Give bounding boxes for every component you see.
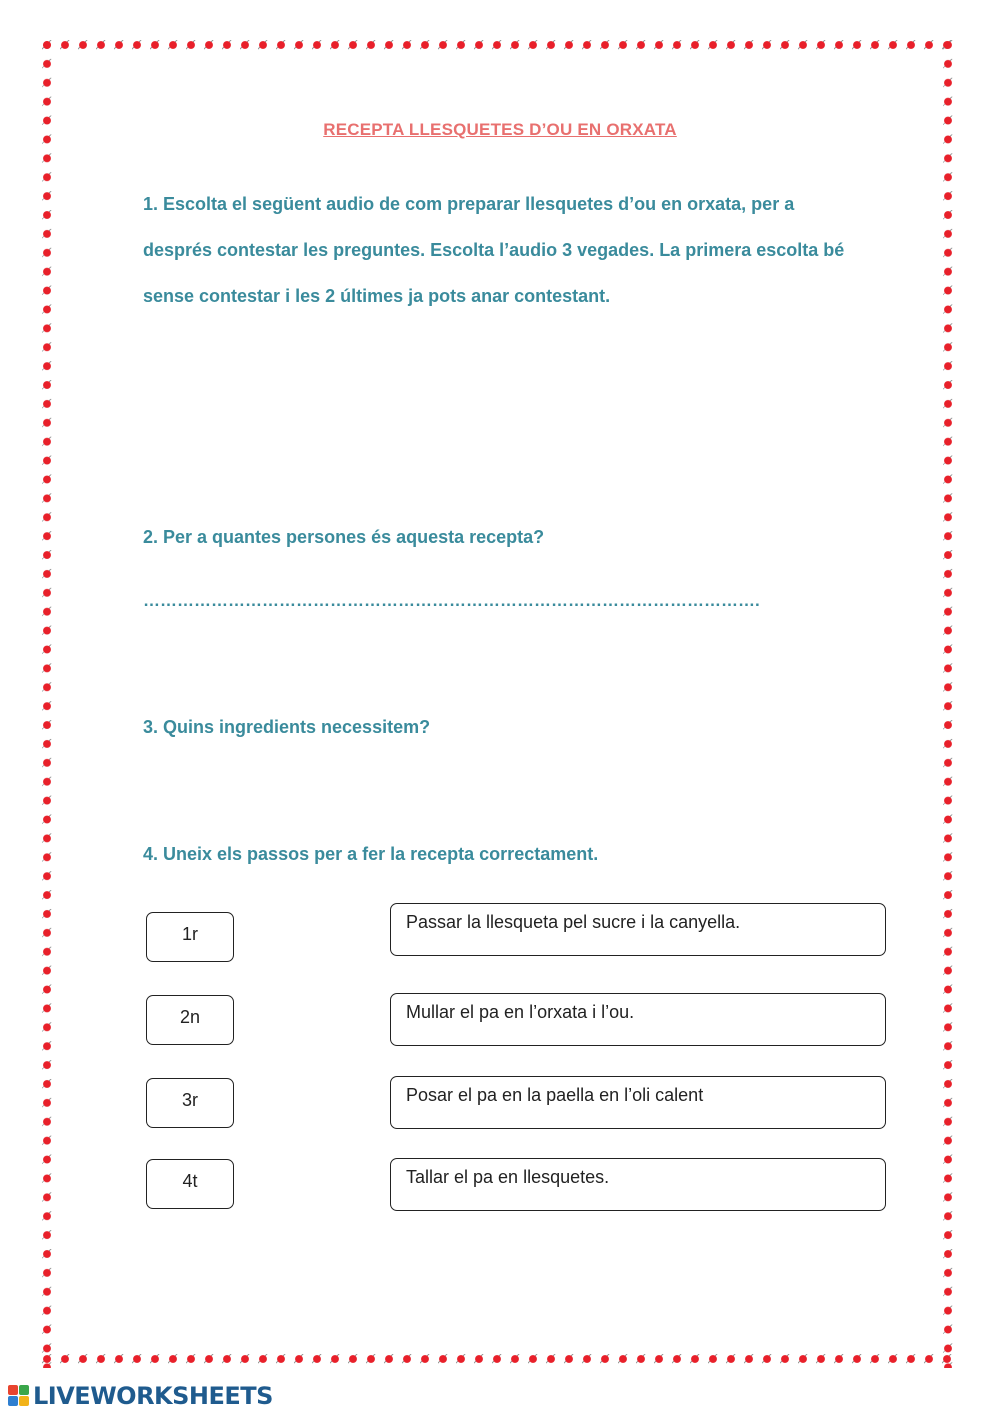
sentence-box-4[interactable]: Tallar el pa en llesquetes. <box>390 1158 886 1211</box>
question-2: 2. Per a quantes persones és aquesta recepta? <box>143 527 545 547</box>
decorative-border-right <box>943 40 957 1368</box>
liveworksheets-brand-text: LIVEWORKSHEETS <box>33 1382 273 1410</box>
question-1: 1. Escolta el següent audio de com preparar llesquetes d’ou en orxata, per a després contestar les preguntes. Escolta l’audio 3 vegades. La primera escolta bé sense contestar i les 2 últimes ja pots anar contestant. <box>143 194 845 306</box>
question-3: 3. Quins ingredients necessitem? <box>143 717 431 737</box>
step-box-2[interactable]: 2n <box>146 995 234 1045</box>
liveworksheets-logo-icon <box>8 1385 30 1407</box>
decorative-border-bottom <box>42 1354 960 1368</box>
step-box-3[interactable]: 3r <box>146 1078 234 1128</box>
sentence-box-3[interactable]: Posar el pa en la paella en l’oli calent <box>390 1076 886 1129</box>
sentence-box-2[interactable]: Mullar el pa en l’orxata i l’ou. <box>390 993 886 1046</box>
worksheet-title: RECEPTA LLESQUETES D’OU EN ORXATA <box>323 120 677 139</box>
step-box-4[interactable]: 4t <box>146 1159 234 1209</box>
step-box-1[interactable]: 1r <box>146 912 234 962</box>
decorative-border-top <box>42 40 960 54</box>
decorative-border-left <box>42 40 56 1368</box>
liveworksheets-logo <box>8 1383 273 1409</box>
question-4: 4. Uneix els passos per a fer la recepta correctament. <box>143 844 599 864</box>
sentence-box-1[interactable]: Passar la llesqueta pel sucre i la canyella. <box>390 903 886 956</box>
answer-line-question-2: ………………………………………………………………………………………………. <box>143 591 760 610</box>
